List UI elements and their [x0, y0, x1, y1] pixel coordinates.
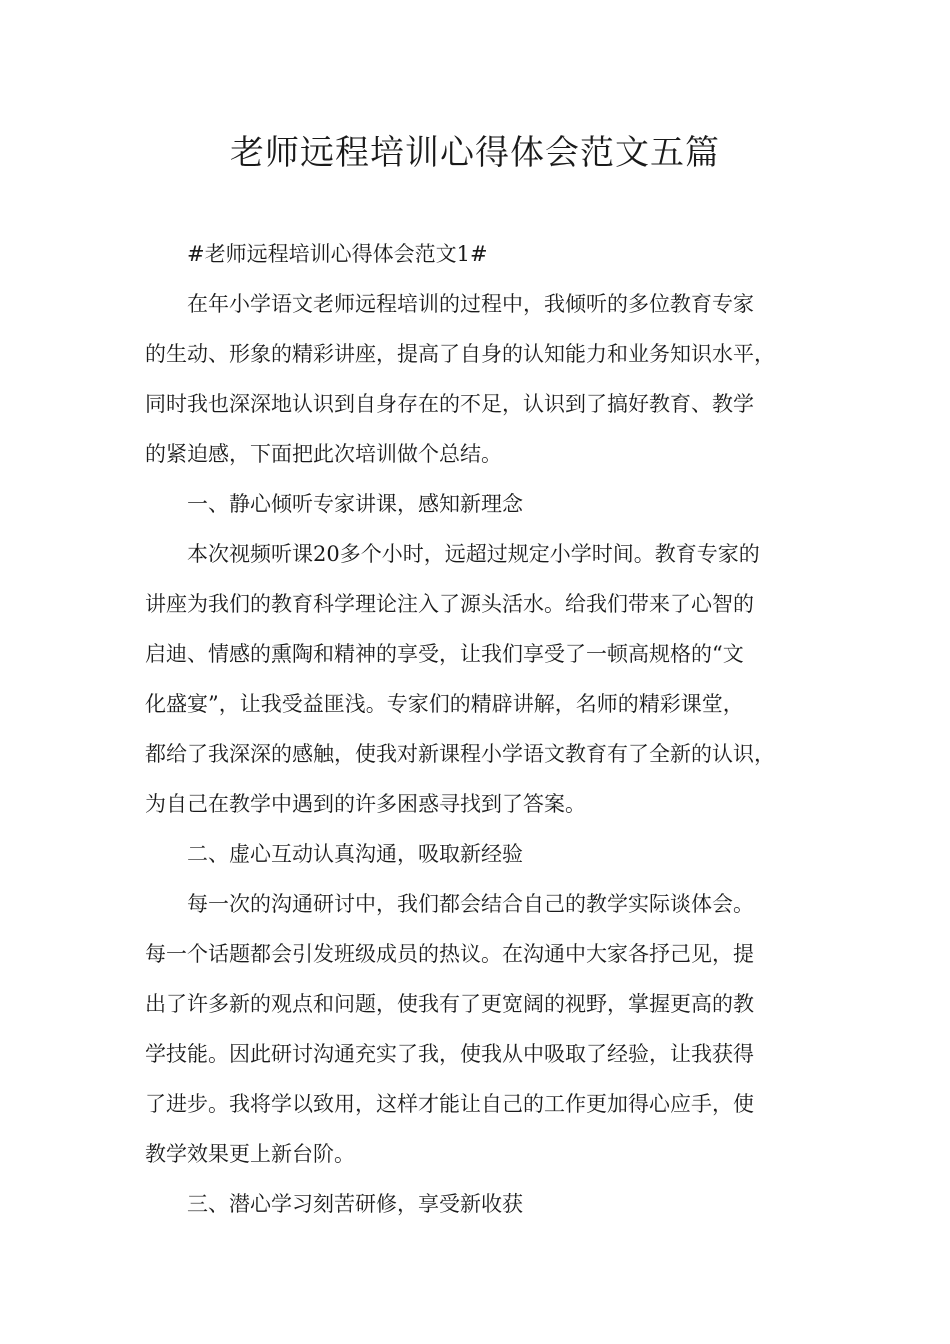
paragraph-line: 同时我也深深地认识到自身存在的不足，认识到了搞好教育、教学: [145, 392, 754, 416]
paragraph-line: 化盛宴”，让我受益匪浅。专家们的精辟讲解，名师的精彩课堂，: [145, 692, 744, 716]
document-body: [145, 229, 810, 1229]
paragraph-line: 讲座为我们的教育科学理论注入了源头活水。给我们带来了心智的: [145, 592, 754, 616]
document-title: 老师远程培训心得体会范文五篇: [230, 133, 720, 173]
paragraph-line: 在年小学语文老师远程培训的过程中，我倾听的多位教育专家: [187, 292, 754, 316]
paragraph-line: 每一个话题都会引发班级成员的热议。在沟通中大家各抒己见，提: [145, 942, 754, 966]
paragraph-line: 的紧迫感，下面把此次培训做个总结。: [145, 442, 502, 466]
section-heading: 三、潜心学习刻苦研修，享受新收获: [187, 1192, 523, 1216]
paragraph-line: 教学效果更上新台阶。: [145, 1142, 355, 1166]
paragraph-line: 都给了我深深的感触，使我对新课程小学语文教育有了全新的认识，: [145, 742, 775, 766]
paragraph-line: 每一次的沟通研讨中，我们都会结合自己的教学实际谈体会。: [187, 892, 754, 916]
paragraph-line: 的生动、形象的精彩讲座，提高了自身的认知能力和业务知识水平，: [145, 342, 775, 366]
section-heading: 二、虚心互动认真沟通，吸取新经验: [187, 842, 523, 866]
section-heading: #老师远程培训心得体会范文1#: [187, 242, 488, 266]
paragraph-line: 启迪、情感的熏陶和精神的享受，让我们享受了一顿高规格的“文: [145, 642, 744, 666]
paragraph-line: 出了许多新的观点和问题，使我有了更宽阔的视野，掌握更高的教: [145, 992, 754, 1016]
paragraph-line: 本次视频听课20多个小时，远超过规定小学时间。教育专家的: [187, 542, 760, 566]
section-heading: 一、静心倾听专家讲课，感知新理念: [187, 492, 523, 516]
paragraph-line: 为自己在教学中遇到的许多困惑寻找到了答案。: [145, 792, 586, 816]
paragraph-line: 学技能。因此研讨沟通充实了我，使我从中吸取了经验，让我获得: [145, 1042, 754, 1066]
paragraph-line: 了进步。我将学以致用，这样才能让自己的工作更加得心应手，使: [145, 1092, 754, 1116]
